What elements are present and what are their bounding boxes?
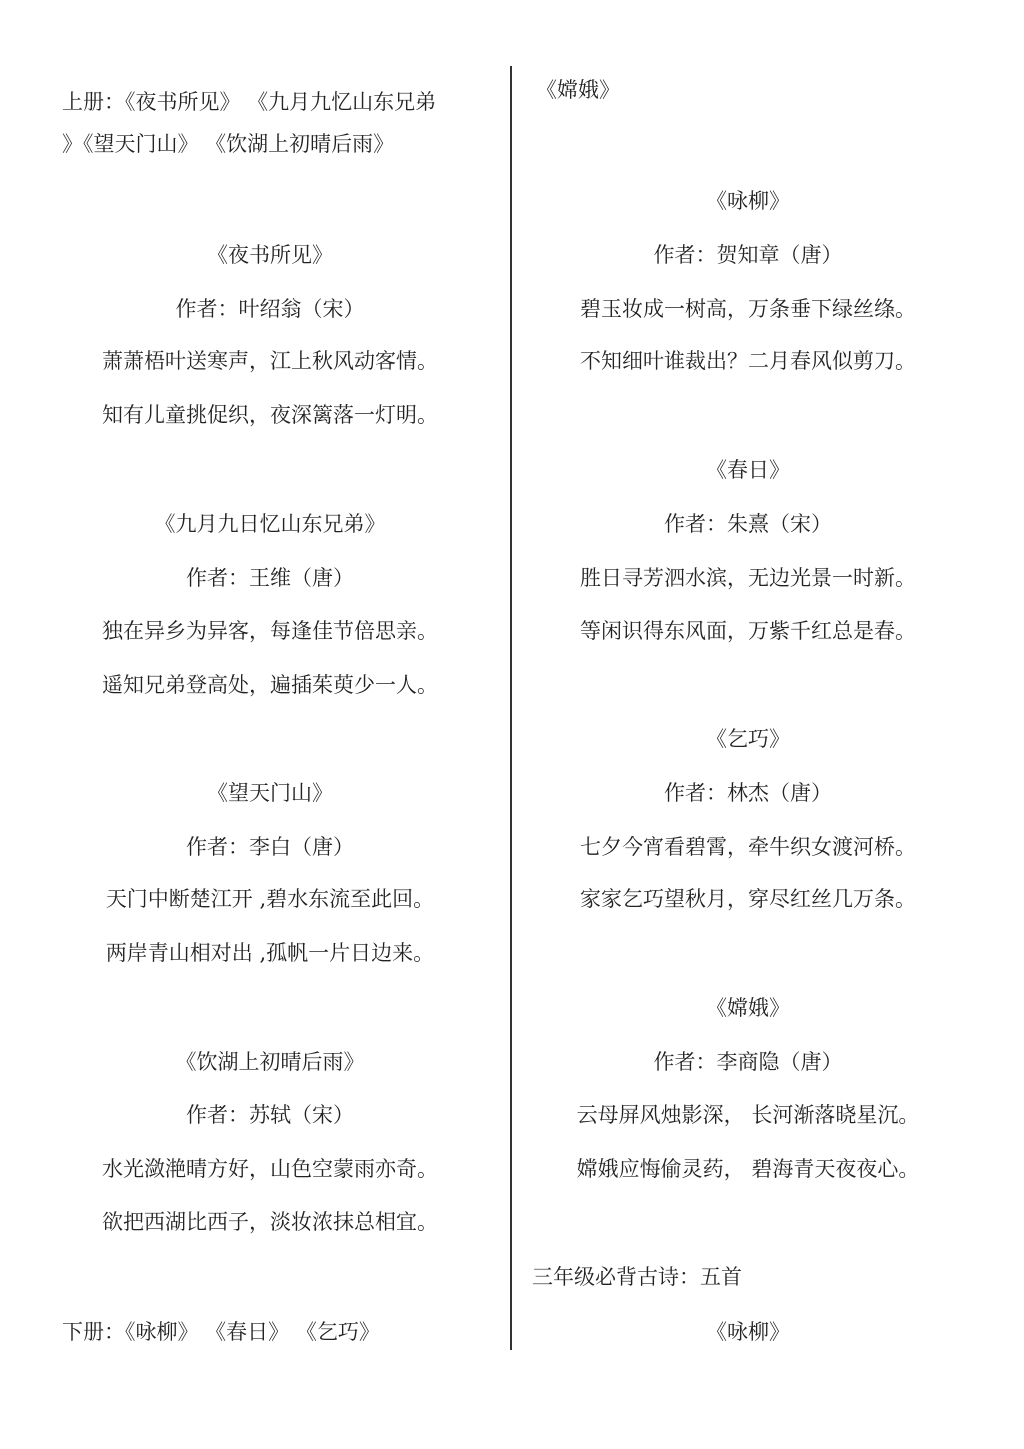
poem-author: 作者：王维（唐） <box>186 566 354 590</box>
poem-title: 《春日》 <box>706 458 790 482</box>
poem-line: 不知细叶谁裁出？二月春风似剪刀。 <box>580 349 916 373</box>
poem-author: 作者：李白（唐） <box>186 835 354 859</box>
poem-line: 萧萧梧叶送寒声，江上秋风动客情。 <box>102 349 438 373</box>
poem-title: 《九月九日忆山东兄弟》 <box>154 512 386 536</box>
poem-line: 独在异乡为异客，每逢佳节倍思亲。 <box>102 619 438 643</box>
poem-author: 作者：林杰（唐） <box>664 781 832 805</box>
poem-author: 作者：叶绍翁（宋） <box>175 297 365 321</box>
poem-line: 等闲识得东风面，万紫千红总是春。 <box>580 619 916 643</box>
poem-author: 作者：贺知章（唐） <box>653 243 843 267</box>
poem-line: 家家乞巧望秋月，穿尽红丝几万条。 <box>580 887 916 911</box>
poem-author: 作者：李商隐（唐） <box>653 1050 843 1074</box>
poem-line: 遥知兄弟登高处，遍插茱萸少一人。 <box>102 673 438 697</box>
intro-line-2: 》《望天门山》 《饮湖上初晴后雨》 <box>62 132 395 156</box>
poem-line: 两岸青山相对出 ,孤帆一片日边来。 <box>105 941 435 965</box>
poem-author: 作者：苏轼（宋） <box>186 1103 354 1127</box>
poem-title: 《乞巧》 <box>706 727 790 751</box>
outro-line: 下册：《咏柳》 《春日》 《乞巧》 <box>62 1320 380 1344</box>
poem-title: 《咏柳》 <box>706 189 790 213</box>
column-divider <box>510 66 512 1350</box>
poem-line: 云母屏风烛影深， 长河渐落晓星沉。 <box>576 1103 920 1127</box>
poem-author: 作者：朱熹（宋） <box>664 512 832 536</box>
poem-line: 碧玉妆成一树高，万条垂下绿丝绦。 <box>580 297 916 321</box>
poem-line: 七夕今宵看碧霄，牵牛织女渡河桥。 <box>580 835 916 859</box>
carryover-title: 《嫦娥》 <box>536 78 620 102</box>
poem-line: 知有儿童挑促织，夜深篱落一灯明。 <box>102 403 438 427</box>
poem-line: 嫦娥应悔偷灵药， 碧海青天夜夜心。 <box>576 1157 920 1181</box>
poem-line: 水光潋滟晴方好，山色空蒙雨亦奇。 <box>102 1157 438 1181</box>
intro-line-1: 上册：《夜书所见》 《九月九忆山东兄弟 <box>62 90 437 114</box>
poem-line: 天门中断楚江开 ,碧水东流至此回。 <box>105 887 435 911</box>
poem-line: 胜日寻芳泗水滨，无边光景一时新。 <box>580 566 916 590</box>
poem-title: 《望天门山》 <box>207 781 333 805</box>
poem-title: 《夜书所见》 <box>207 243 333 267</box>
poem-title: 《嫦娥》 <box>706 996 790 1020</box>
poem-title: 《饮湖上初晴后雨》 <box>175 1050 365 1074</box>
poem-line: 欲把西湖比西子，淡妆浓抹总相宜。 <box>102 1210 438 1234</box>
poem-title: 《咏柳》 <box>706 1320 790 1344</box>
section-heading: 三年级必背古诗：五首 <box>532 1265 742 1289</box>
